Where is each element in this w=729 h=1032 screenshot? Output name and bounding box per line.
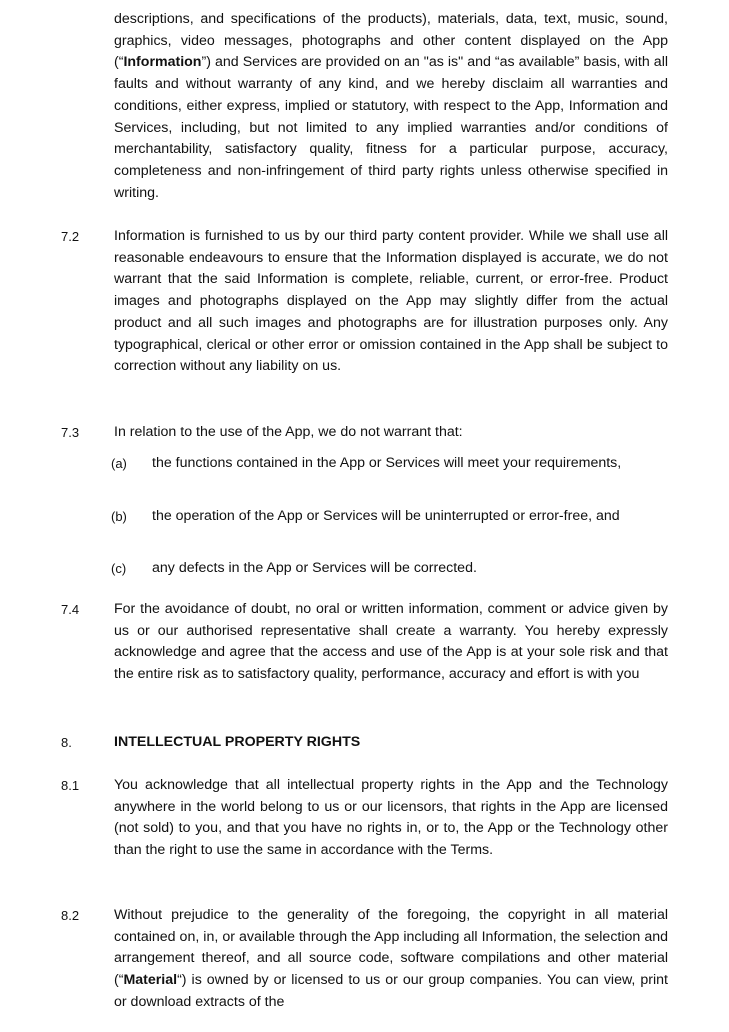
clause-7-3-b-label: (b) [111, 509, 127, 524]
clause-7-3-a-text: the functions contained in the App or Services will meet your requirements, [152, 455, 622, 471]
clause-8-2-number: 8.2 [61, 908, 80, 923]
defined-term-information: Information [123, 54, 202, 71]
clause-7-2-text: Information is furnished to us by our third party content provider. While we shall use all reasonable endeavours to ensure that the Information displayed is accurate, we do not warrant that the said Information is complete, reliable, current, or error-free. Product images and photographs displayed on the App may slightly differ from the actual product and all such images and photographs are for illustration purposes only. Any typographical, clerical or other error or omission contained in the App shall be subject to correction without any liability on us. [114, 228, 668, 375]
clause-7-2-number: 7.2 [61, 229, 80, 244]
clause-7-1-text-part2: ”) and Services are provided on an "as is" and “as available” basis, with all faults and without warranty of any kind, and we hereby disclaim all warranties and conditions, either express, implied or statutory, with respect to the App, Information and Services, including, but not limited to any implied warranties and/or conditions of merchantability, satisfactory quality, fitness for a particular purpose, accuracy, completeness and non-infringement of third party rights unless otherwise specified in writing. [114, 54, 668, 201]
clause-8-1-text: You acknowledge that all intellectual property rights in the App and the Technology anywhere in the world belong to us or our licensors, that rights in the App are licensed (not sold) to you, and that you have no rights in, or to, the App or the Technology other than the right to use the same in accordance with the Terms. [114, 777, 668, 859]
clause-8-2-text-part1: Without prejudice to the generality of the foregoing, the copyright in all material contained on, in, or available through the App including all Information, the selection and arrangement thereof, and all source code, software compilations and other material (“ [114, 907, 668, 989]
clause-8-1-number: 8.1 [61, 778, 80, 793]
clause-8-2-text [114, 905, 668, 1014]
section-8-heading: INTELLECTUAL PROPERTY RIGHTS [114, 734, 361, 750]
clause-7-3-number: 7.3 [61, 425, 80, 440]
clause-7-3-c-label: (c) [111, 561, 127, 576]
clause-7-1-text-part1: descriptions, and specifications of the products), materials, data, text, music, sound, graphics, video messages, photographs and other content displayed on the App (“ [114, 11, 668, 71]
section-8-number: 8. [61, 735, 72, 750]
defined-term-material: Material [123, 972, 178, 989]
clause-7-4-number: 7.4 [61, 602, 80, 617]
clause-7-3-b-text: the operation of the App or Services will be uninterrupted or error-free, and [152, 508, 620, 524]
clause-7-3-a-label: (a) [111, 456, 127, 471]
clause-7-1-continuation [114, 9, 668, 204]
clause-7-4-text: For the avoidance of doubt, no oral or written information, comment or advice given by us or our authorised representative shall create a warranty. You hereby expressly acknowledge and agree that the access and use of the App is at your sole risk and that the entire risk as to satisfactory quality, performance, accuracy and effort is with you [114, 601, 668, 683]
clause-7-3-c-text: any defects in the App or Services will be corrected. [152, 560, 477, 576]
clause-8-2-text-part2: “) is owned by or licensed to us or our group companies. You can view, print or download extracts of the [114, 972, 668, 1010]
clause-7-3-text: In relation to the use of the App, we do not warrant that: [114, 424, 463, 440]
